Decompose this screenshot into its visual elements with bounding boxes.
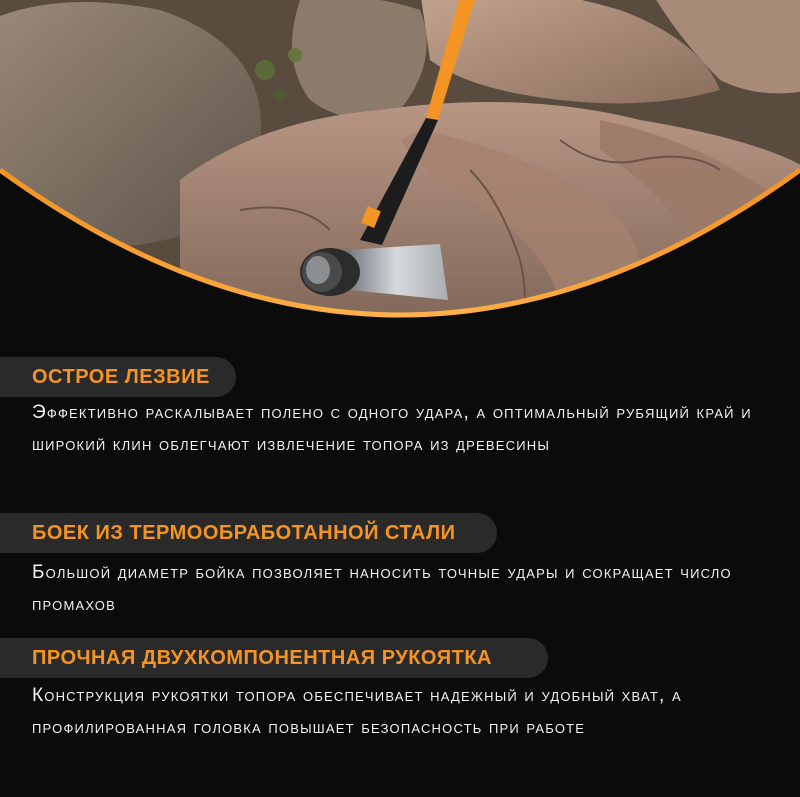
feature-title-pill (0, 638, 548, 678)
hero-photo (0, 0, 800, 340)
axe-on-rocks-illustration (0, 0, 800, 340)
feature-title-pill (0, 513, 497, 553)
feature-title-pill (0, 357, 236, 397)
feature-title: БОЕК ИЗ ТЕРМООБРАБОТАННОЙ СТАЛИ (32, 521, 456, 544)
feature-title: ПРОЧНАЯ ДВУХКОМПОНЕНТНАЯ РУКОЯТКА (32, 646, 492, 669)
feature-description: Большой диаметр бойка позволяет наносить точные удары и сокращает число промахов (32, 562, 732, 615)
feature-description: Эффективно раскалывает полено с одного удара, а оптимальный рубящий край и широкий клин облегчают извлечение топора из древесины (32, 402, 752, 455)
feature-description: Конструкция рукоятки топора обеспечивает надежный и удобный хват, а профилированная головка повышает безопасность при работе (32, 685, 682, 738)
feature-title: ОСТРОЕ ЛЕЗВИЕ (32, 365, 210, 388)
